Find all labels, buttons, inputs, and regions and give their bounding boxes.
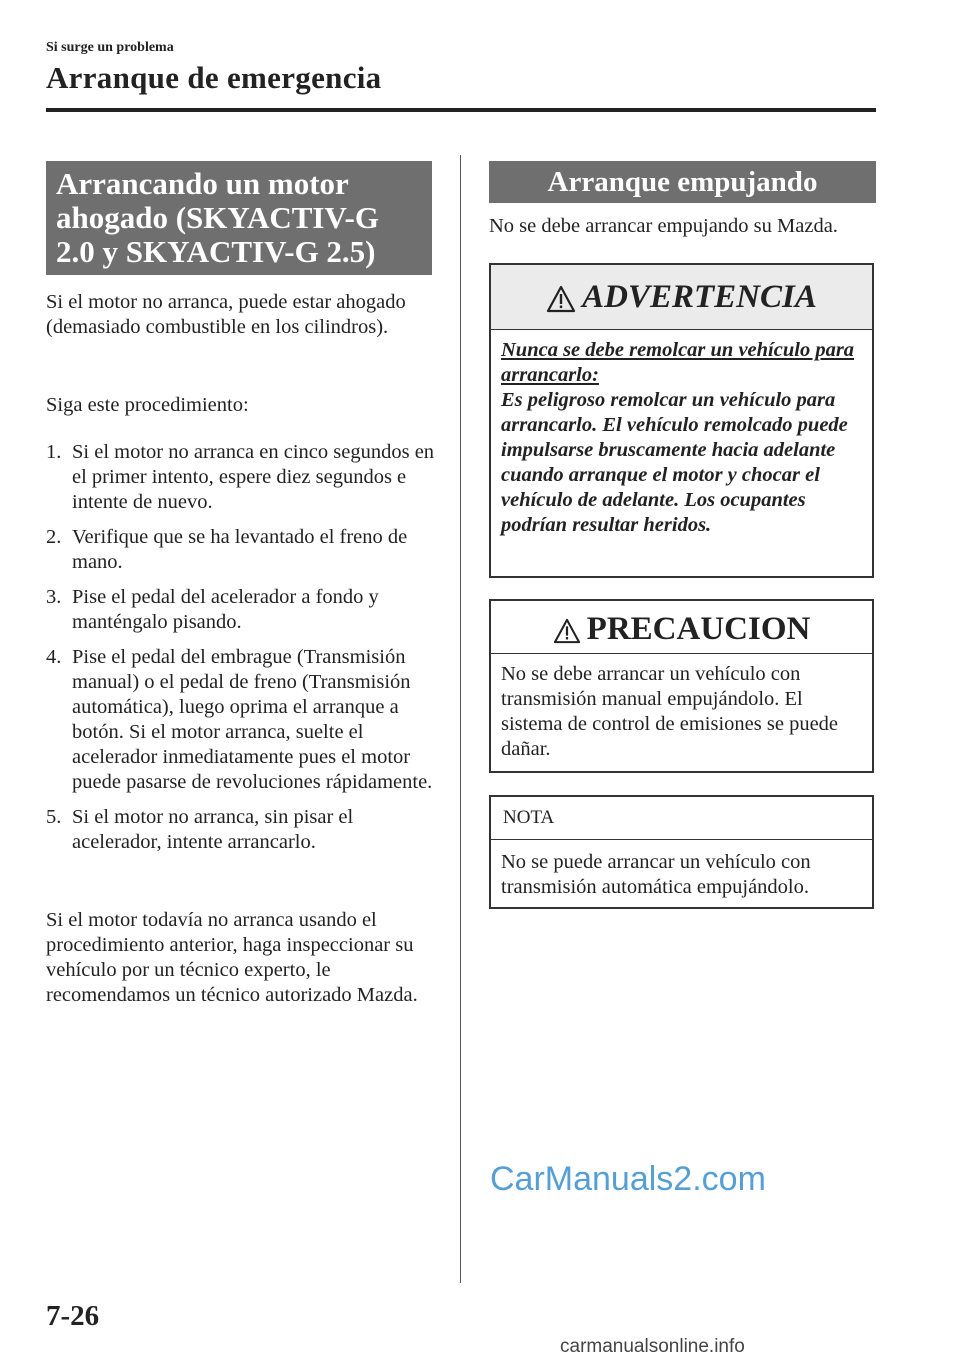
right-intro-text: No se debe arrancar empujando su Mazda. [489,215,838,237]
step-number: 4. [46,646,62,668]
step-number: 5. [46,806,62,828]
step-text: Si el motor no arranca en cinco segundos en el primer intento, espere diez segundos e intente de nuevo. [72,441,435,513]
step-text: Pise el pedal del embrague (Transmisión manual) o el pedal de freno (Transmisión automática), luego oprima el arranque a botón. Si el motor arranca, suelte el acelerador inmediatamente pues el motor puede pasarse de revoluciones rápidamente. [72,646,433,793]
step-text: Si el motor no arranca, sin pisar el acelerador, intente arrancarlo. [72,806,354,853]
caution-label: PRECAUCION [586,611,811,647]
closing-text: Si el motor todavía no arranca usando el procedimiento anterior, haga inspeccionar su vehículo por un técnico experto, le recomendamos un técnico autorizado Mazda. [46,909,418,1006]
step-item [46,645,438,795]
page-number: 7-26 [46,1300,100,1332]
step-text: Verifique que se ha levantado el freno de mano. [72,526,408,573]
warning-box [489,263,874,578]
warning-label: ADVERTENCIA [582,279,817,315]
left-intro-text: Si el motor no arranca, puede estar ahogado (demasiado combustible en los cilindros). [46,291,406,338]
note-header: NOTA [491,797,872,840]
header-rule [46,108,876,112]
warning-header [491,265,872,330]
step-item [46,525,438,575]
step-number: 1. [46,441,62,463]
step-item [46,805,438,855]
right-section-heading: Arranque empujando [489,161,876,203]
note-text: No se puede arrancar un vehículo con transmisión automática empujándolo. [501,851,811,898]
warning-triangle-icon [553,618,581,644]
step-item [46,585,438,635]
procedure-steps [46,440,438,865]
section-label: Si surge un problema [46,40,174,55]
step-number: 3. [46,586,62,608]
left-section-heading: Arrancando un motor ahogado (SKYACTIV-G 2.0 y SKYACTIV-G 2.5) [46,161,432,275]
footer-watermark: carmanualsonline.info [560,1336,745,1357]
warning-title: Nunca se debe remolcar un vehículo para arrancarlo: [501,339,855,386]
watermark-logo: CarManuals2.com [490,1160,766,1198]
page-title: Arranque de emergencia [46,60,382,95]
procedure-label: Siga este procedimiento: [46,394,249,416]
caution-box [489,599,874,773]
warning-body [491,330,872,546]
caution-text: No se debe arrancar un vehículo con transmisión manual empujándolo. El sistema de control de emisiones se puede dañar. [501,663,839,760]
step-number: 2. [46,526,62,548]
warning-text: Es peligroso remolcar un vehículo para arrancarlo. El vehículo remolcado puede impulsarse bruscamente hacia adelante cuando arranque el motor y chocar el vehículo de adelante. Los ocupantes podrían resultar heridos. [501,389,848,536]
column-divider [460,155,461,1283]
note-box [489,795,874,909]
step-item [46,440,438,515]
warning-triangle-icon [546,285,576,313]
step-text: Pise el pedal del acelerador a fondo y manténgalo pisando. [72,586,379,633]
caution-header [491,601,872,654]
